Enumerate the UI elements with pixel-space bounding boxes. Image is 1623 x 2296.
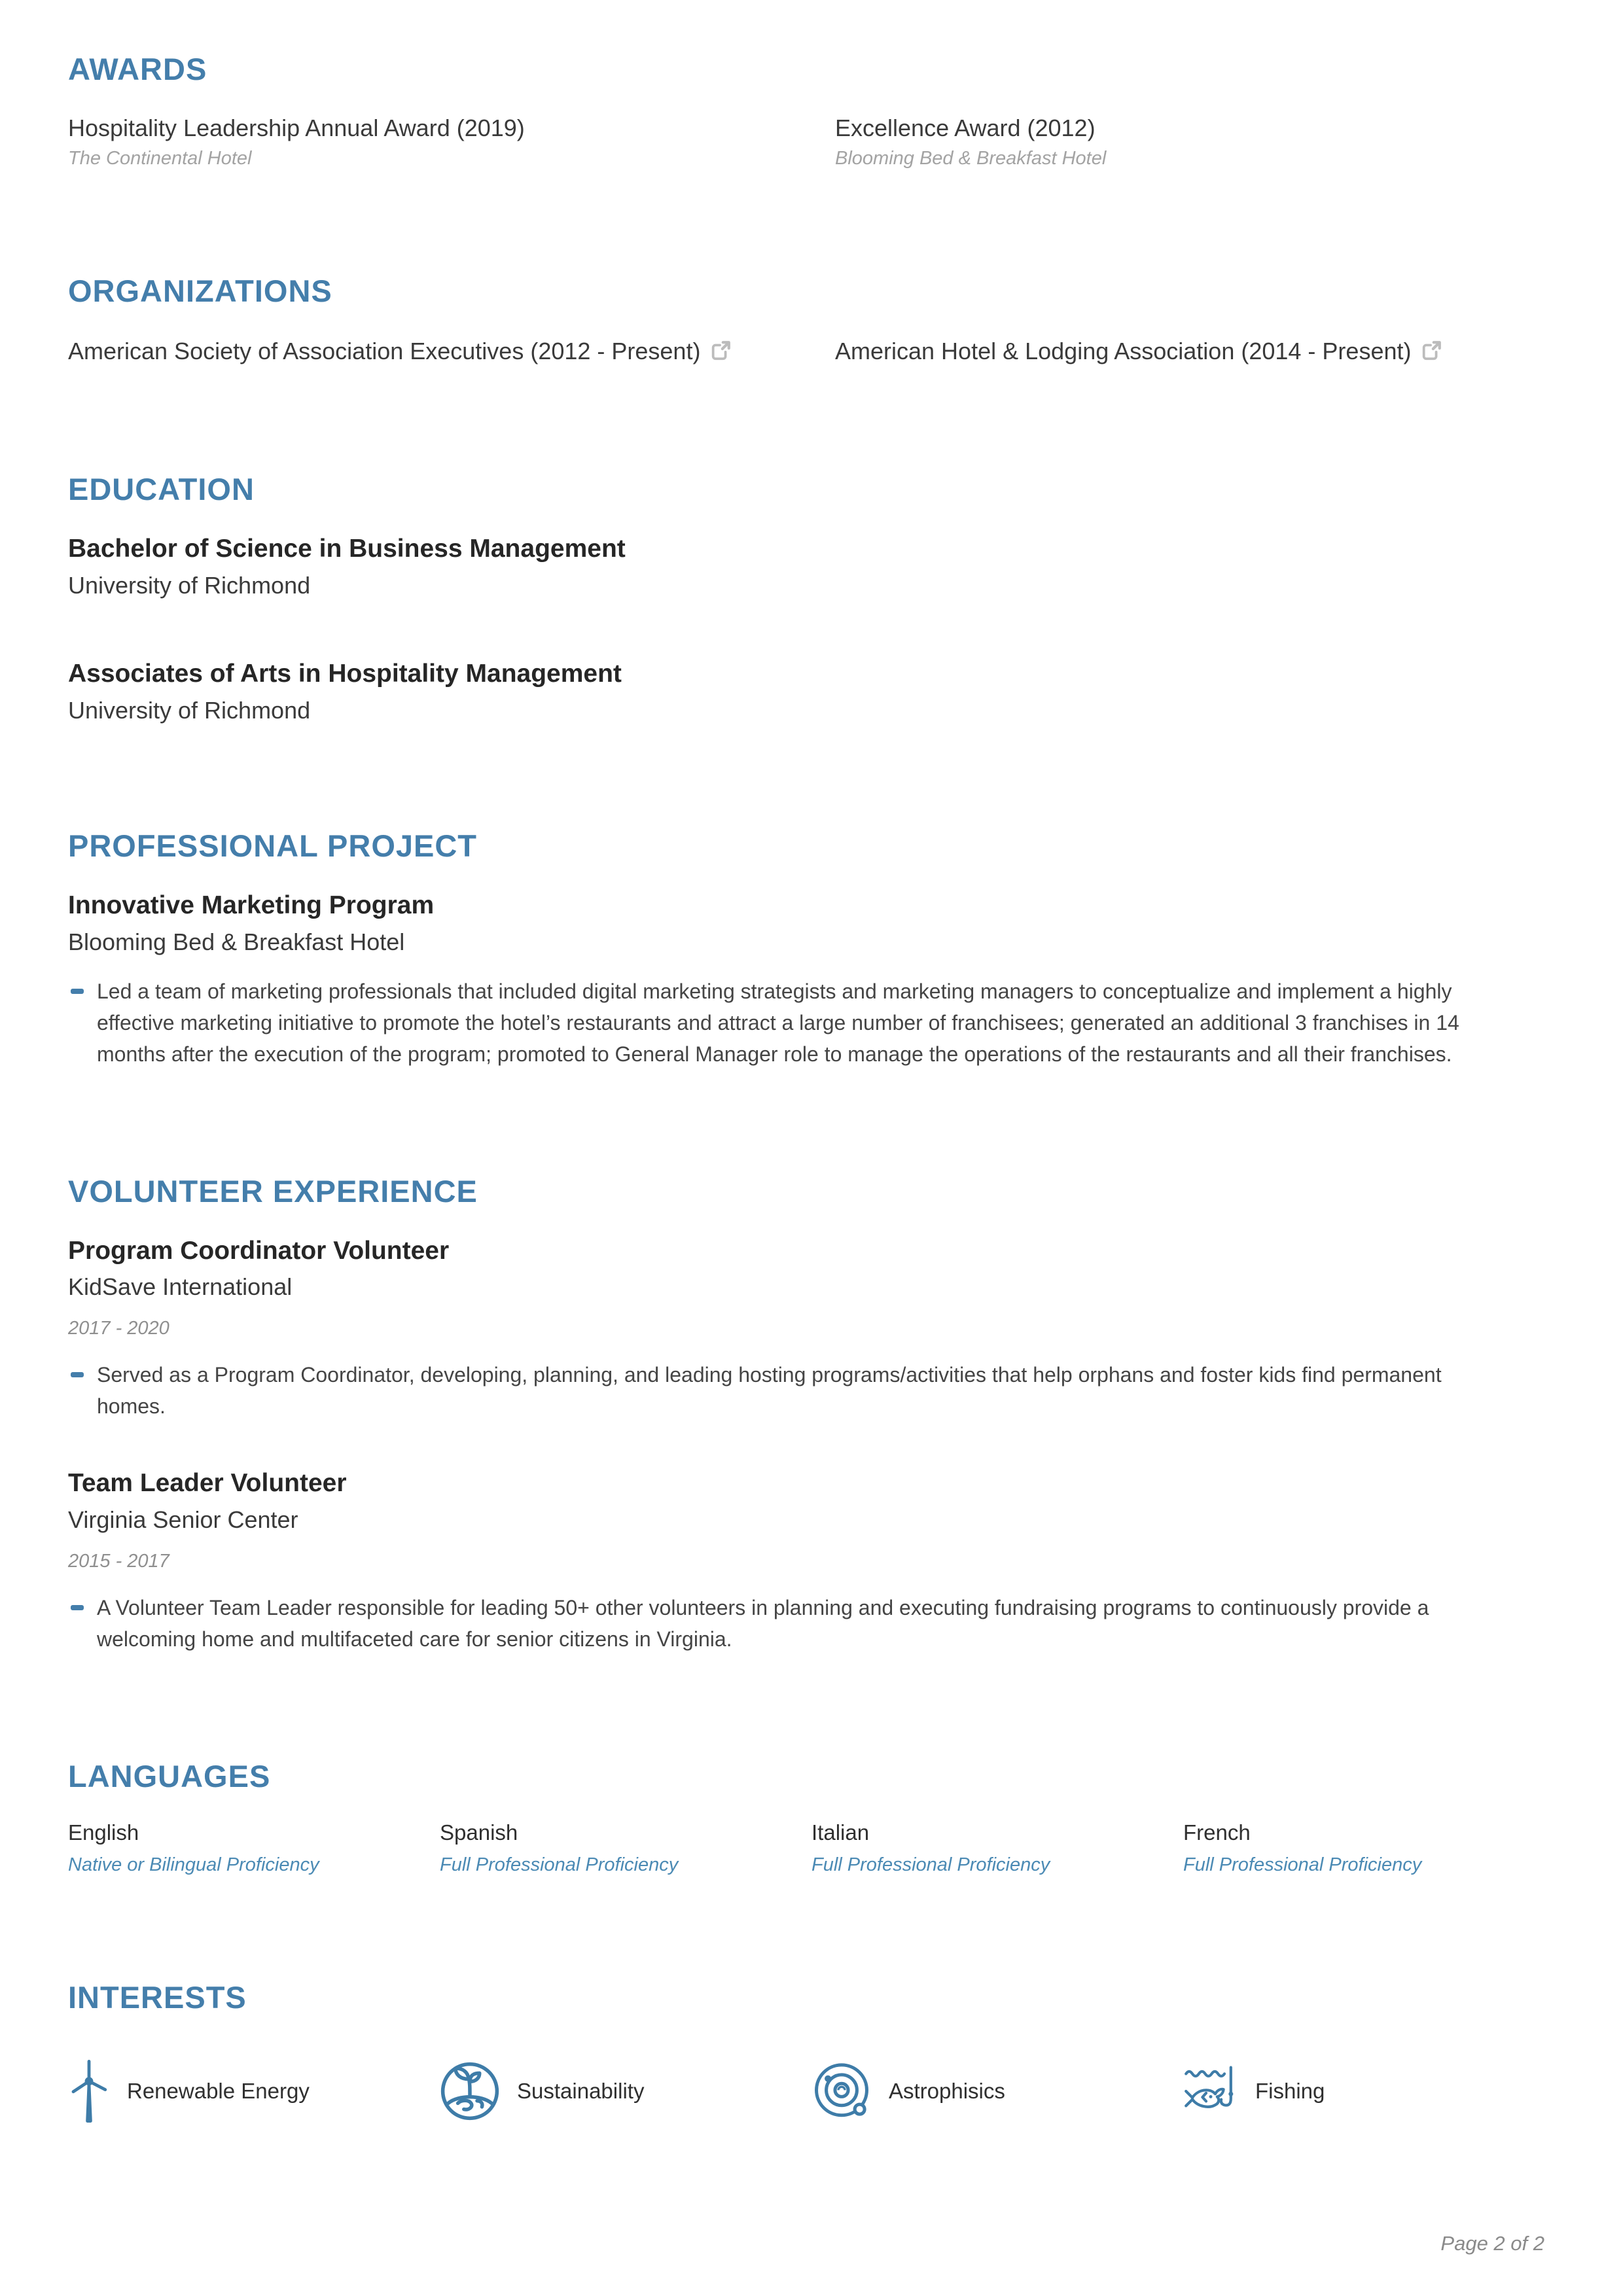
language-item	[1183, 1820, 1555, 1876]
interest-item	[68, 2057, 440, 2125]
language-item	[68, 1820, 440, 1876]
section-education	[68, 471, 1555, 724]
volunteer-dates: 2017 - 2020	[68, 1318, 169, 1339]
language-name: French	[1183, 1820, 1251, 1845]
volunteer-bullet	[68, 1359, 1555, 1422]
project-bullet	[68, 976, 1555, 1070]
language-level: Full Professional Proficiency	[812, 1854, 1050, 1876]
education-item	[68, 658, 1555, 724]
language-name: Spanish	[440, 1820, 518, 1845]
language-name: English	[68, 1820, 139, 1845]
external-link-icon[interactable]	[1420, 340, 1442, 362]
school-name: University of Richmond	[68, 572, 311, 599]
section-interests	[68, 1979, 1555, 2125]
section-languages	[68, 1758, 1555, 1876]
language-item	[812, 1820, 1183, 1876]
section-professional-project	[68, 828, 1555, 1070]
organizations-title: ORGANIZATIONS	[68, 274, 332, 308]
language-level: Full Professional Proficiency	[1183, 1854, 1422, 1876]
bullet-dash-icon	[71, 1605, 84, 1610]
project-name: Innovative Marketing Program	[68, 891, 435, 919]
degree-name: Associates of Arts in Hospitality Management	[68, 660, 622, 688]
volunteer-dates: 2015 - 2017	[68, 1551, 169, 1572]
degree-name: Bachelor of Science in Business Management	[68, 535, 626, 563]
award-name: Hospitality Leadership Annual Award (2019)	[68, 115, 525, 141]
interest-label: Astrophisics	[889, 2079, 1005, 2104]
award-item	[835, 113, 1555, 169]
volunteer-title: VOLUNTEER EXPERIENCE	[68, 1173, 478, 1209]
volunteer-org: KidSave International	[68, 1273, 293, 1301]
awards-title: AWARDS	[68, 52, 207, 86]
project-item	[68, 890, 1555, 1070]
award-item	[68, 113, 835, 169]
interest-item	[1183, 2061, 1555, 2121]
languages-title: LANGUAGES	[68, 1759, 271, 1794]
bullet-dash-icon	[71, 1372, 84, 1377]
orbit-icon	[812, 2061, 872, 2121]
organization-item	[68, 335, 835, 368]
organization-name: American Society of Association Executives (2012 - Present)	[68, 338, 701, 364]
interest-label: Fishing	[1255, 2079, 1325, 2104]
school-name: University of Richmond	[68, 696, 311, 724]
volunteer-bullet	[68, 1592, 1555, 1655]
language-level: Native or Bilingual Proficiency	[68, 1854, 319, 1876]
fish-hook-icon	[1183, 2061, 1238, 2121]
bullet-text: A Volunteer Team Leader responsible for leading 50+ other volunteers in planning and executing fundraising programs to continuously provide a welcoming home and multifaceted care for senior citizens in Virginia.	[97, 1596, 1429, 1651]
education-title: EDUCATION	[68, 472, 255, 507]
volunteer-item	[68, 1235, 1555, 1422]
award-org: The Continental Hotel	[68, 148, 252, 169]
volunteer-org: Virginia Senior Center	[68, 1506, 298, 1534]
globe-sprout-icon	[440, 2061, 500, 2121]
interest-item	[812, 2061, 1183, 2121]
education-item	[68, 533, 1555, 599]
bullet-text: Led a team of marketing professionals that included digital marketing strategists and marketing managers to conceptualize and implement a highly effective marketing initiative to promote the hotel’s restaurants and attract a large number of franchisees; generated an additional 3 franchises in 14 months after the execution of the program; promoted to General Manager role to manage the operations of the restaurants and all their franchises.	[97, 979, 1459, 1066]
award-name: Excellence Award (2012)	[835, 115, 1096, 141]
organization-item	[835, 335, 1555, 368]
external-link-icon[interactable]	[709, 340, 732, 362]
professional-project-title: PROFESSIONAL PROJECT	[68, 828, 478, 863]
section-volunteer-experience	[68, 1173, 1555, 1655]
volunteer-role: Team Leader Volunteer	[68, 1469, 347, 1498]
interests-title: INTERESTS	[68, 1980, 247, 2015]
bullet-dash-icon	[71, 989, 84, 994]
language-level: Full Professional Proficiency	[440, 1854, 679, 1876]
volunteer-item	[68, 1468, 1555, 1655]
interest-item	[440, 2061, 812, 2121]
project-org: Blooming Bed & Breakfast Hotel	[68, 928, 405, 955]
language-item	[440, 1820, 812, 1876]
section-awards	[68, 51, 1555, 169]
page-number: Page 2 of 2	[1440, 2232, 1544, 2255]
interest-label: Sustainability	[517, 2079, 645, 2104]
award-org: Blooming Bed & Breakfast Hotel	[835, 148, 1107, 169]
organization-name: American Hotel & Lodging Association (2014 - Present)	[835, 338, 1412, 364]
section-organizations	[68, 273, 1555, 368]
interest-label: Renewable Energy	[127, 2079, 310, 2104]
language-name: Italian	[812, 1820, 870, 1845]
bullet-text: Served as a Program Coordinator, developing, planning, and leading hosting programs/activities that help orphans and foster kids find permanent homes.	[97, 1363, 1442, 1419]
wind-turbine-icon	[68, 2057, 110, 2125]
volunteer-role: Program Coordinator Volunteer	[68, 1236, 450, 1265]
